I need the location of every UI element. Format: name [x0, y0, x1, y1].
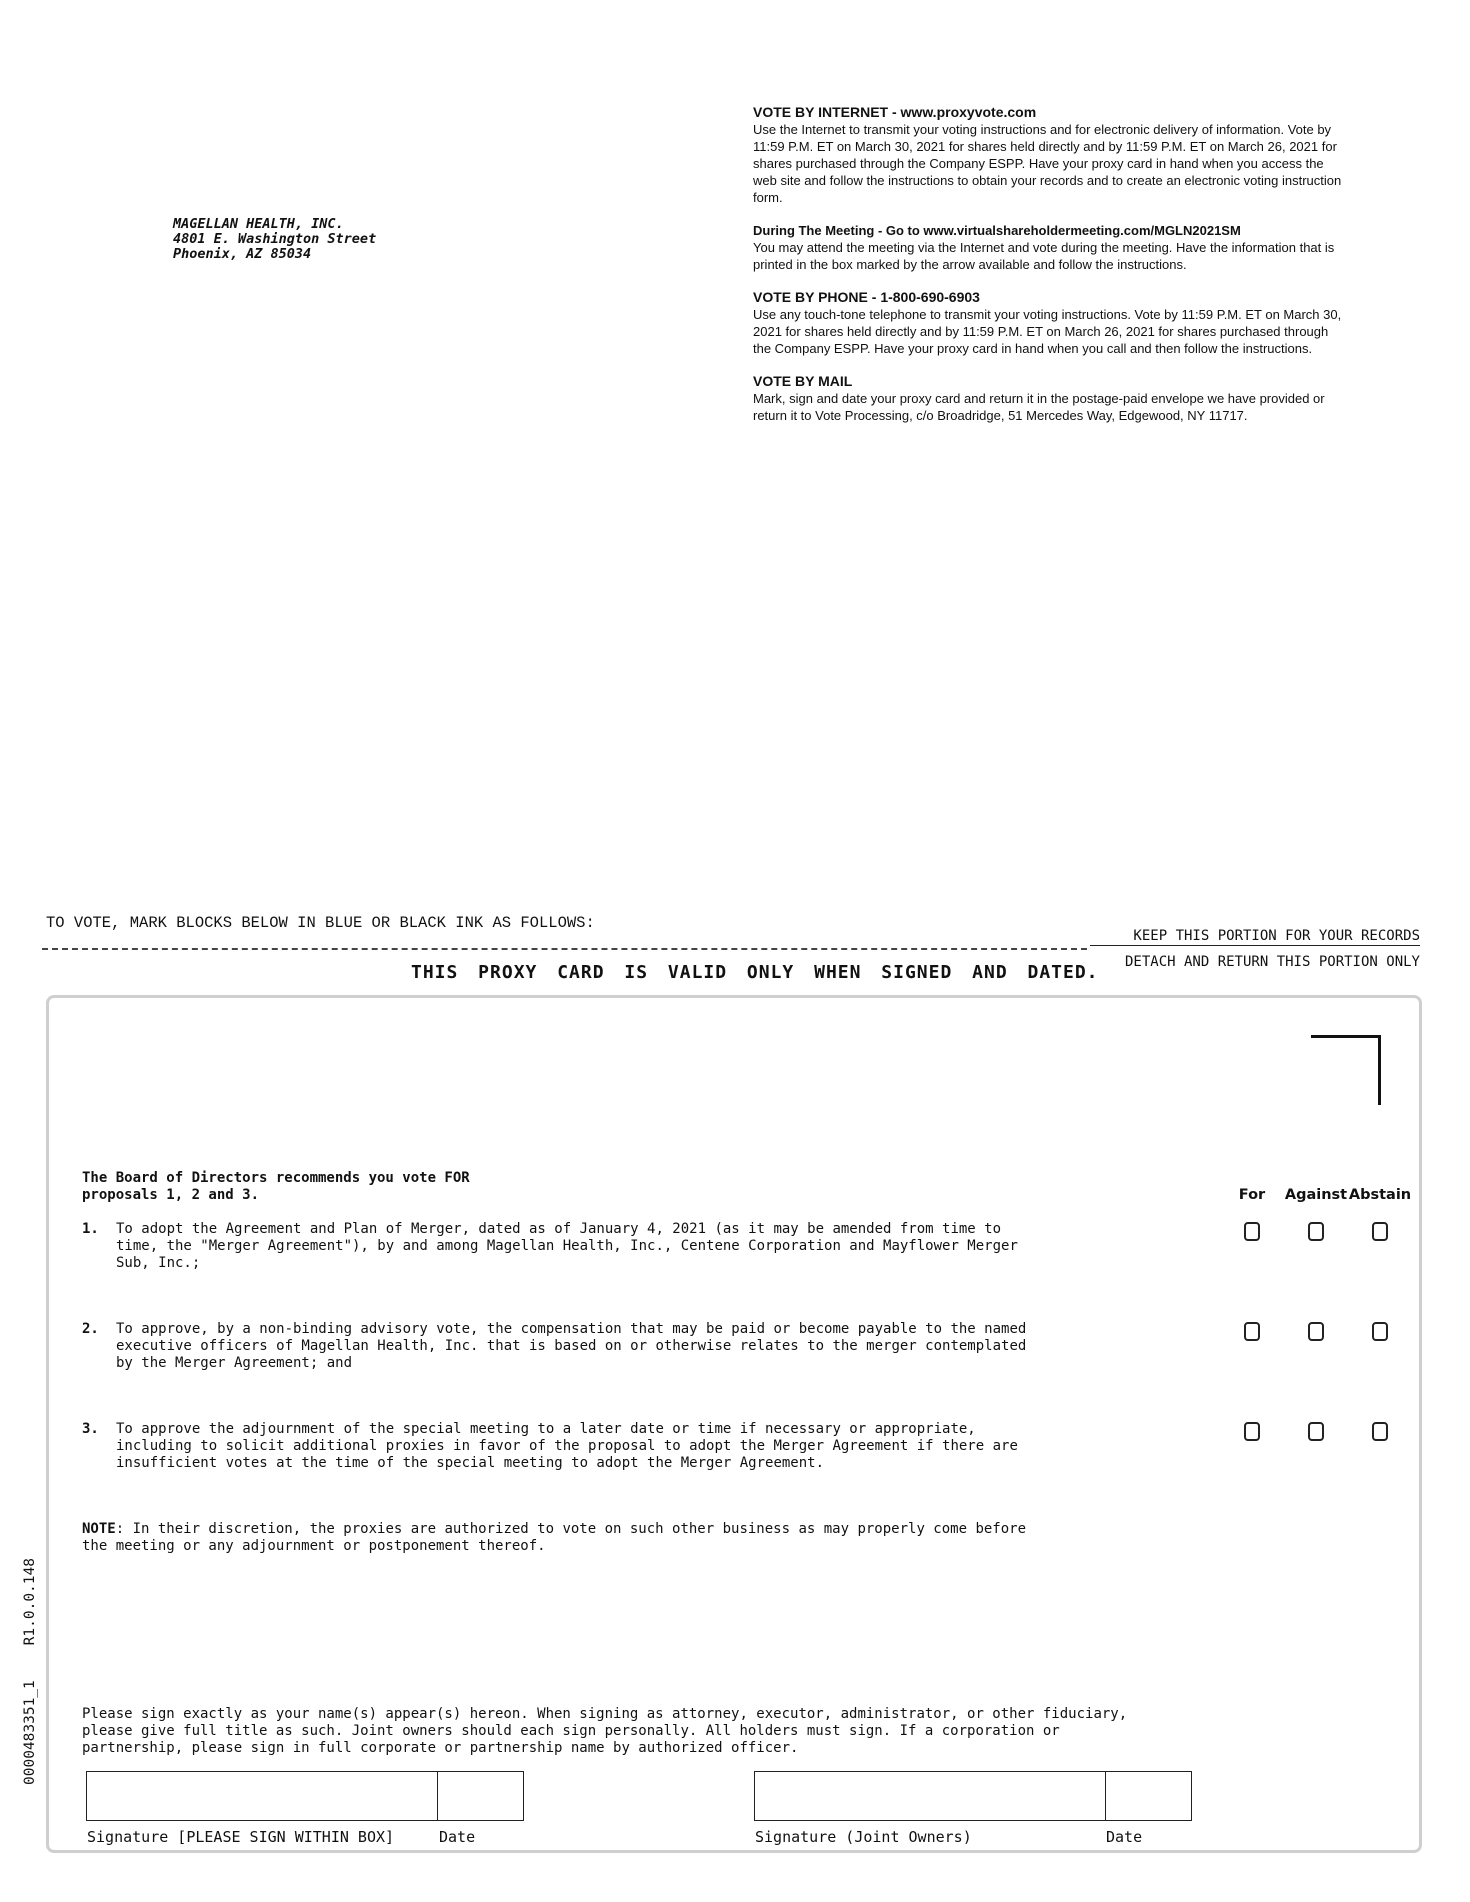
proposal-line: To approve the adjournment of the special meeting to a later date or time if necessary or appropriate, [116, 1421, 976, 1437]
vote-phone-heading: VOTE BY PHONE - 1-800-690-6903 [753, 289, 980, 305]
proposal-line: by the Merger Agreement; and [116, 1355, 353, 1371]
signature-label: Signature [PLEASE SIGN WITHIN BOX] [87, 1828, 395, 1846]
signature-box[interactable] [86, 1771, 438, 1821]
proposal-1-for-checkbox[interactable] [1244, 1222, 1260, 1241]
vote-mail-section [753, 373, 1343, 424]
valid-notice: THIS PROXY CARD IS VALID ONLY WHEN SIGNED AND DATED. [411, 962, 1099, 983]
discretion-note [82, 1521, 1067, 1555]
board-recommendation [82, 1170, 470, 1204]
signing-instructions-line: please give full title as such. Joint owners should each sign personally. All holders must sign. If a corporation or [82, 1723, 1060, 1739]
proposal-line: time, the "Merger Agreement"), by and among Magellan Health, Inc., Centene Corporation and Mayflower Merger [116, 1238, 1018, 1254]
proposal-3-for-checkbox[interactable] [1244, 1422, 1260, 1441]
proposal-text [116, 1421, 1067, 1472]
joint-signature-box[interactable] [754, 1771, 1106, 1821]
proposal-line: executive officers of Magellan Health, Inc. that is based on or otherwise relates to the merger contemplated [116, 1338, 1027, 1354]
detach-portion-label: DETACH AND RETURN THIS PORTION ONLY [1124, 954, 1420, 970]
proposal-text [116, 1321, 1067, 1372]
proposal-3-against-checkbox[interactable] [1308, 1422, 1324, 1441]
board-recommendation-line: The Board of Directors recommends you vote FOR [82, 1170, 470, 1186]
vote-internet-section [753, 104, 1343, 206]
vote-phone-section [753, 289, 1343, 357]
proposal-number: 2. [82, 1321, 99, 1337]
proposal-1 [82, 1221, 1067, 1272]
vote-meeting-heading: During The Meeting - Go to www.virtualshareholdermeeting.com/MGLN2021SM [753, 223, 1241, 238]
signing-instructions-line: Please sign exactly as your name(s) appear(s) hereon. When signing as attorney, executor, administrator, or other fiduciary, [82, 1706, 1128, 1722]
proposal-line: To adopt the Agreement and Plan of Merger, dated as of January 4, 2021 (as it may be amended from time to [116, 1221, 1002, 1237]
proposal-2-abstain-checkbox[interactable] [1372, 1322, 1388, 1341]
proposal-line: To approve, by a non-binding advisory vote, the compensation that may be paid or become payable to the named [116, 1321, 1027, 1337]
joint-date-label: Date [1106, 1828, 1143, 1846]
joint-date-box[interactable] [1105, 1771, 1192, 1821]
corner-mark [1311, 1035, 1381, 1105]
company-name: MAGELLAN HEALTH, INC. [173, 216, 344, 232]
voting-instructions [753, 104, 1343, 440]
vote-meeting-section [753, 222, 1343, 273]
proposal-2 [82, 1321, 1067, 1372]
column-abstain: Abstain [1348, 1187, 1412, 1203]
vote-internet-heading: VOTE BY INTERNET - www.proxyvote.com [753, 104, 1037, 120]
proposal-3 [82, 1421, 1067, 1472]
proposal-line: insufficient votes at the time of the special meeting to adopt the Merger Agreement. [116, 1455, 825, 1471]
return-address [173, 217, 376, 262]
note-text: : In their discretion, the proxies are authorized to vote on such other business as may properly come before [115, 1521, 1027, 1537]
proposal-1-abstain-checkbox[interactable] [1372, 1222, 1388, 1241]
note-text-line2: the meeting or any adjournment or postponement thereof. [82, 1538, 546, 1554]
date-label: Date [439, 1828, 476, 1846]
column-for: For [1238, 1187, 1266, 1203]
board-recommendation-line: proposals 1, 2 and 3. [82, 1187, 260, 1203]
city-state-zip: Phoenix, AZ 85034 [173, 246, 312, 262]
proposal-text [116, 1221, 1067, 1272]
signing-instructions [82, 1706, 1182, 1757]
date-box[interactable] [437, 1771, 524, 1821]
keep-portion-label: KEEP THIS PORTION FOR YOUR RECORDS [1090, 928, 1420, 946]
proposal-2-against-checkbox[interactable] [1308, 1322, 1324, 1341]
vote-meeting-body: You may attend the meeting via the Internet and vote during the meeting. Have the information that is printed in the box marked by the arrow available and follow the instructions. [753, 240, 1335, 272]
proposal-line: Sub, Inc.; [116, 1255, 201, 1271]
vote-mail-heading: VOTE BY MAIL [753, 373, 853, 389]
joint-signature-label: Signature (Joint Owners) [755, 1828, 972, 1846]
proposal-2-for-checkbox[interactable] [1244, 1322, 1260, 1341]
proposal-3-abstain-checkbox[interactable] [1372, 1422, 1388, 1441]
proposal-line: including to solicit additional proxies in favor of the proposal to adopt the Merger Agreement if there are [116, 1438, 1018, 1454]
vote-phone-body: Use any touch-tone telephone to transmit your voting instructions. Vote by 11:59 P.M. ET on March 30, 2021 for shares held directly and by 11:59 P.M. ET on March 26, 2021 for shares purchased through the Company ESPP. Have your proxy card in hand when you call and then follow the instructions. [753, 307, 1342, 356]
vote-mail-body: Mark, sign and date your proxy card and return it in the postage-paid envelope we have provided or return it to Vote Processing, c/o Broadridge, 51 Mercedes Way, Edgewood, NY 11717. [753, 391, 1325, 423]
side-control-code: 0000483351_1 R1.0.0.148 [22, 1558, 38, 1785]
column-against: Against [1284, 1187, 1348, 1203]
proposal-number: 1. [82, 1221, 99, 1237]
to-vote-instruction: TO VOTE, MARK BLOCKS BELOW IN BLUE OR BLACK INK AS FOLLOWS: [46, 914, 595, 932]
signing-instructions-line: partnership, please sign in full corporate or partnership name by authorized officer. [82, 1740, 799, 1756]
proposal-number: 3. [82, 1421, 99, 1437]
note-label: NOTE [82, 1521, 116, 1537]
vote-internet-body: Use the Internet to transmit your voting instructions and for electronic delivery of information. Vote by 11:59 P.M. ET on March 30, 2021 for shares held directly and by 11:59 P.M. ET on March 26, 2021 for shares purchased through the Company ESPP. Have your proxy card in hand when you access the web site and follow the instructions to obtain your records and to create an electronic voting instruction form. [753, 122, 1342, 205]
proposal-1-against-checkbox[interactable] [1308, 1222, 1324, 1241]
tear-line [42, 948, 1087, 950]
street-address: 4801 E. Washington Street [173, 231, 377, 247]
